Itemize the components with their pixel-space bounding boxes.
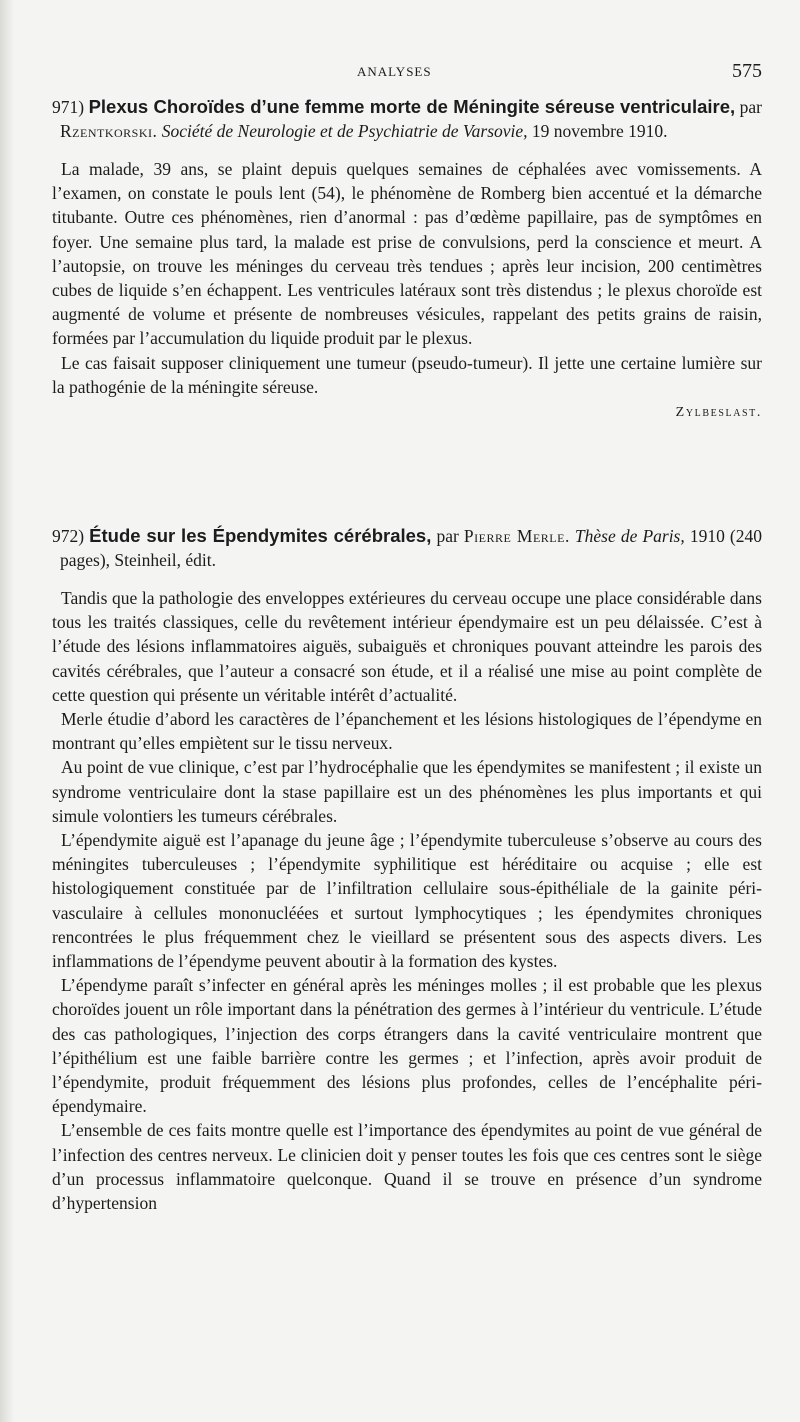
page-number: 575 — [732, 60, 762, 82]
entry-date: 19 novembre 1910. — [531, 121, 668, 141]
paragraph: L’épendyme paraît s’infecter en général après les méninges molles ; il est probable que les plexus choroïdes jouent un rôle important dans la pénétration des germes à l’intérieur du ventricule. L’étude des cas pathologiques, l’injection des corps étrangers dans la cavité ventriculaire montrent que l’épithélium est une faible barrière contre les germes ; et l’infection, après avoir produit de l’épendymite, produit fréquemment des lésions plus profondes, celles de l’encéphalite péri-épendymaire. — [52, 975, 762, 1117]
page-edge-shadow — [0, 0, 14, 1422]
paragraph: Au point de vue clinique, c’est par l’hydrocéphalie que les épendymites se manifestent ; il existe un syndrome ventriculaire dont la stase papillaire est un des phénomènes les plus importants et qui simule volontiers les tumeurs cérébrales. — [52, 757, 762, 826]
running-head-title: ANALYSES — [357, 64, 432, 79]
entry-author: Pierre Merle. — [463, 526, 570, 546]
paragraph: Tandis que la pathologie des enveloppes extérieures du cerveau occupe une place considérable dans tous les traités classiques, celle du revêtement intérieur épendymaire est un peu délaissée. C’est à l’étude des lésions inflammatoires aiguës, subaiguës et chroniques pouvant atteindre les parois des cavités cérébrales, que l’auteur a consacré son étude, et il a réalisé une mise au point complète de cette question qui présente un véritable intérêt d’actualité. — [52, 588, 762, 705]
entry-heading — [52, 524, 762, 572]
entry-by: par — [739, 97, 763, 117]
entry-title: Plexus Choroïdes d’une femme morte de Méningite séreuse ventriculaire, — [88, 96, 736, 117]
entry-title: Étude sur les Épendymites cérébrales, — [89, 525, 432, 546]
entry-number: 971) — [52, 97, 85, 117]
abstract-entry-972 — [52, 524, 762, 1215]
book-page — [52, 0, 762, 1422]
entry-venue: Thèse de Paris, — [574, 526, 685, 546]
entry-number: 972) — [52, 526, 85, 546]
entry-heading — [52, 95, 762, 143]
entry-venue: Société de Neurologie et de Psychiatrie de Varsovie, — [161, 121, 528, 141]
paragraph: Le cas faisait supposer cliniquement une tumeur (pseudo-tumeur). Il jette une certaine lumière sur la pathogénie de la méningite séreuse. — [52, 352, 762, 397]
entry-author: Rzentkorski. — [60, 121, 158, 141]
paragraph: L’épendymite aiguë est l’apanage du jeune âge ; l’épendymite tuberculeuse s’observe au cours des méningites tuberculeuses ; l’épendymite syphilitique est héréditaire ou acquise ; elle est histologiquement constituée par de l’infiltration cellulaire sous-épithéliale de la gainite péri-vasculaire à cellules mononucléées et surtout lymphocytiques ; les épendymites chroniques rencontrées le plus fréquemment chez le vieillard se présentent sous des aspects divers. Les inflammations de l’épendyme peuvent aboutir à la formation des kystes. — [52, 830, 762, 972]
entry-by: par — [436, 526, 459, 546]
running-head — [52, 60, 762, 82]
entry-date: 1910 (240 pages), Steinheil, édit. — [60, 526, 763, 570]
paragraph: L’ensemble de ces faits montre quelle est l’importance des épendymites au point de vue général de l’infection des centres nerveux. Le clinicien doit y penser toutes les fois que ces centres sont le siège d’un processus inflammatoire quelconque. Quand il se trouve en présence d’un syndrome d’hypertension — [52, 1120, 762, 1214]
paragraph: Merle étudie d’abord les caractères de l’épanchement et les lésions histologiques de l’épendyme en montrant qu’elles empiètent sur le tissu nerveux. — [52, 709, 762, 754]
reviewer-signature: Zylbeslast. — [675, 405, 762, 421]
abstract-entry-971 — [52, 95, 762, 423]
paragraph: La malade, 39 ans, se plaint depuis quelques semaines de céphalées avec vomissements. A l’examen, on constate le pouls lent (54), le phénomène de Romberg bien accentué et la démarche titubante. Outre ces phénomènes, rien d’anormal : pas d’œdème papillaire, pas de symptômes en foyer. Une semaine plus tard, la malade est prise de convulsions, perd la conscience et meurt. A l’autopsie, on trouve les méninges du cerveau très tendues ; après leur incision, 200 centimètres cubes de liquide s’en échappent. Les ventricules latéraux sont très distendus ; le plexus choroïde est augmenté de volume et présente de nombreuses vésicules, rappelant des petits grains de raisin, formées par l’accumulation du liquide produit par le plexus. — [52, 159, 762, 349]
